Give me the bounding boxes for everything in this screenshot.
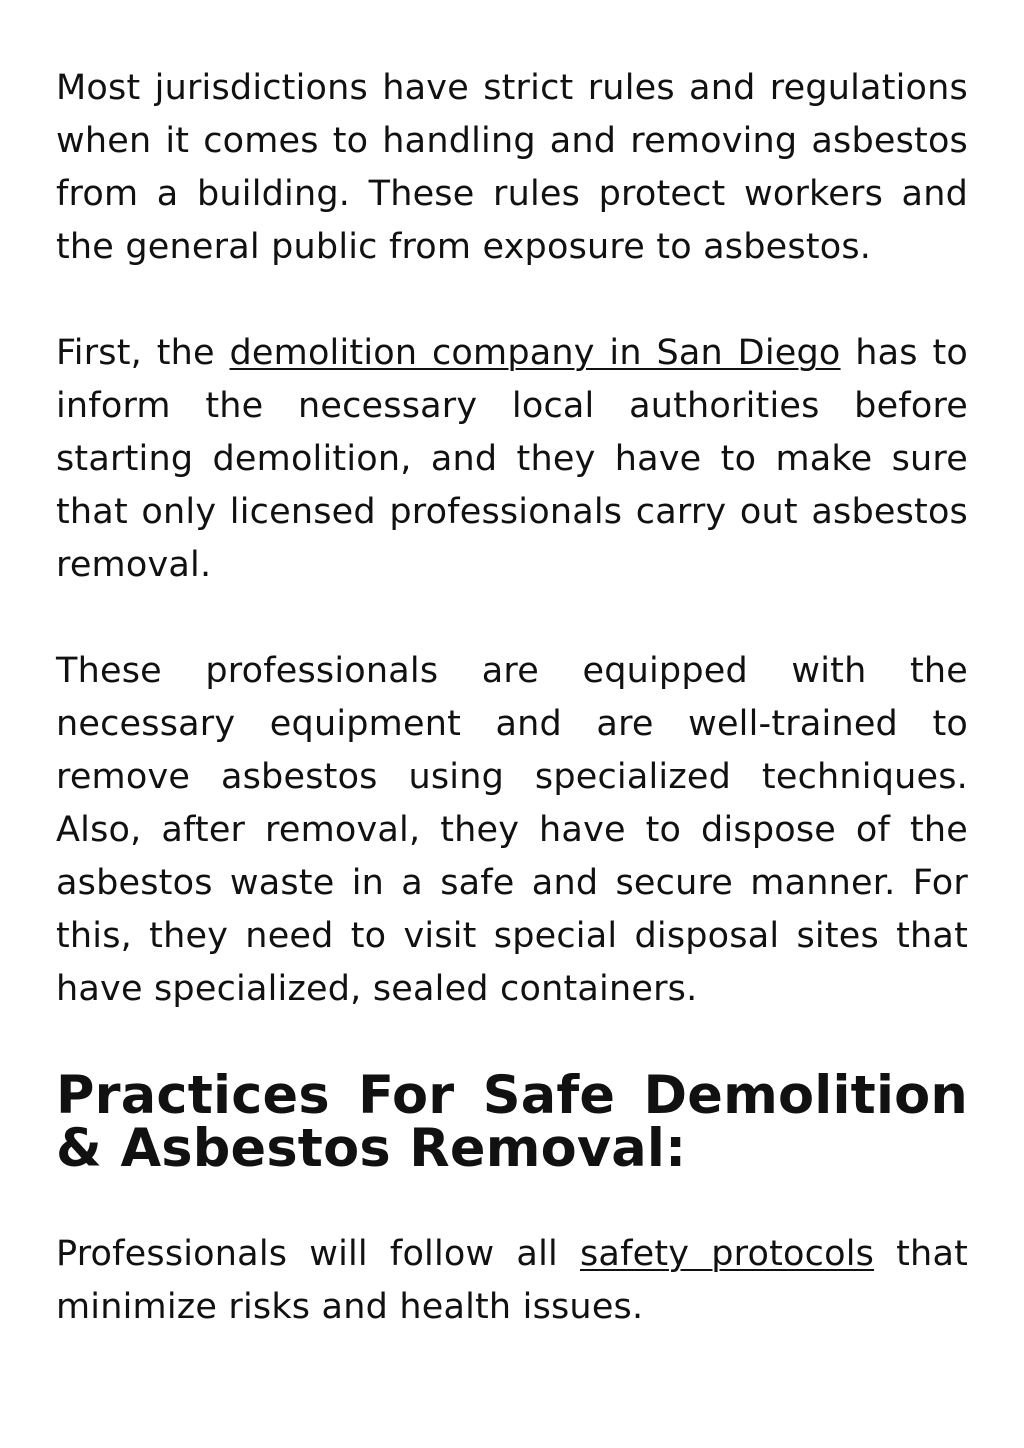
- paragraph-authorities: [56, 327, 968, 592]
- safety-protocols-link[interactable]: safety protocols: [580, 1234, 875, 1274]
- paragraph-text: First, the: [56, 333, 230, 373]
- paragraph-safety: [56, 1228, 968, 1334]
- document-page: [56, 62, 968, 1387]
- demolition-company-link[interactable]: demolition company in San Diego: [229, 333, 841, 373]
- section-heading: Practices For Safe Demolition & Asbestos Removal:: [56, 1065, 968, 1179]
- paragraph-professionals: These professionals are equipped with the necessary equipment and are well-trained to remove asbestos using specialized techniques. Also, after removal, they have to dispose of the asbestos waste in a safe and secure manner. For this, they need to visit special disposal sites that have specialized, sealed containers.: [56, 651, 968, 1009]
- paragraph-text: that minimize risks and health issues.: [56, 1234, 969, 1327]
- paragraph-regulations: Most jurisdictions have strict rules and regulations when it comes to handling and removing asbestos from a building. These rules protect workers and the general public from exposure to asbestos.: [56, 68, 968, 267]
- paragraph-text: has to inform the necessary local authorities before starting demolition, and they have to make sure that only licensed professionals carry out asbestos removal.: [56, 333, 968, 585]
- paragraph-text: Professionals will follow all: [56, 1234, 580, 1274]
